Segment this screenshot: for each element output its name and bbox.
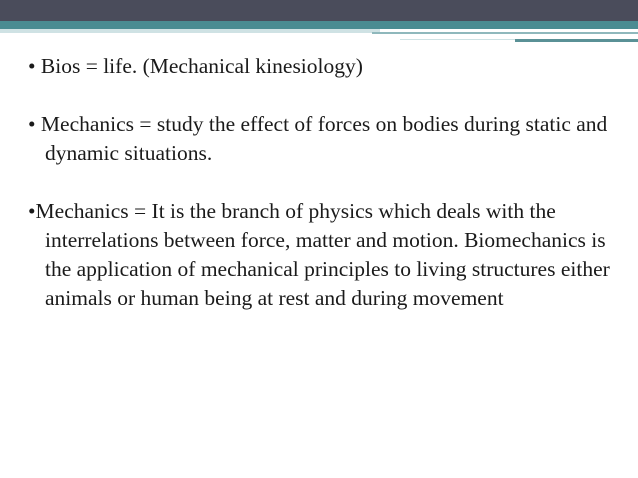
bullet-item <box>28 197 618 313</box>
bullet-item <box>28 110 618 168</box>
slide-body <box>28 52 618 313</box>
bullet-marker: • <box>28 54 36 78</box>
header-band-teal <box>0 21 638 29</box>
bullet-marker: • <box>28 199 36 223</box>
bullet-text: Mechanics = It is the branch of physics which deals with the interrelations between force, matter and motion. Biomechanics is the application of mechanical principles to living structures either animals or human being at rest and during movement <box>35 199 610 310</box>
bullet-marker: • <box>28 112 36 136</box>
header-accent-line <box>372 32 638 34</box>
header-band-dark <box>0 0 638 21</box>
bullet-text: Mechanics = study the effect of forces on bodies during static and dynamic situations. <box>40 112 608 165</box>
header-accent-line <box>515 39 638 42</box>
header-accent-line <box>400 39 515 40</box>
bullet-item <box>28 52 618 81</box>
bullet-text: Bios = life. (Mechanical kinesiology) <box>40 54 363 78</box>
